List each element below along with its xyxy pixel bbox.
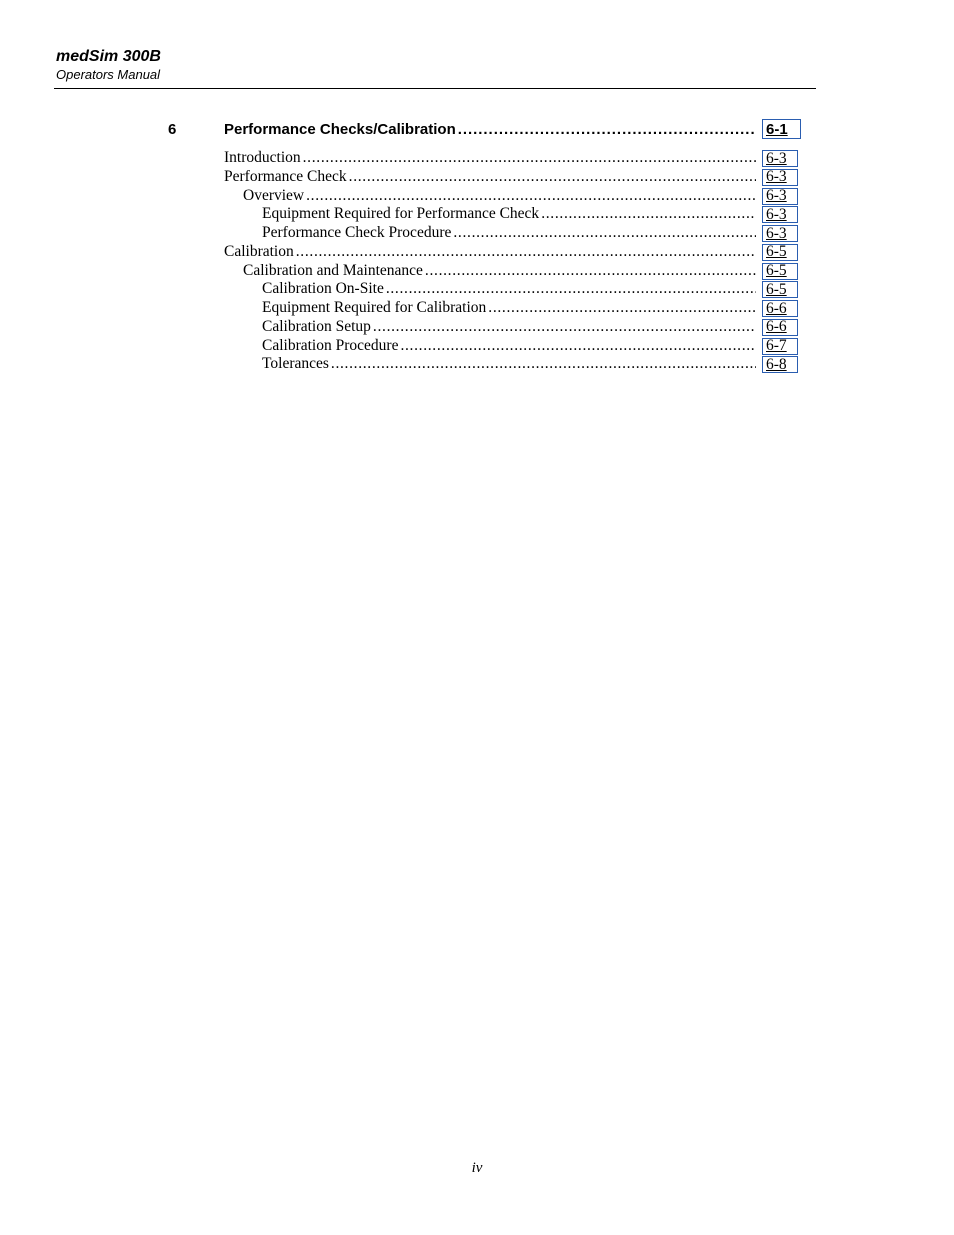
toc-entry bbox=[262, 224, 756, 243]
toc-entry-title: Calibration Setup bbox=[262, 317, 371, 335]
toc-entry bbox=[262, 299, 756, 318]
dot-leader bbox=[386, 280, 756, 299]
dot-leader bbox=[296, 243, 756, 262]
header-title: medSim 300B bbox=[56, 48, 161, 65]
toc-entry-title: Calibration Procedure bbox=[262, 336, 399, 354]
toc-page-link[interactable]: 6-5 bbox=[762, 244, 798, 261]
toc-entry-title: Equipment Required for Calibration bbox=[262, 299, 487, 316]
toc-entry bbox=[224, 149, 756, 168]
toc-page-link[interactable]: 6-6 bbox=[762, 319, 798, 336]
toc-page-link[interactable]: 6-3 bbox=[762, 225, 798, 242]
header-subtitle: Operators Manual bbox=[56, 67, 161, 82]
toc-chapter-row bbox=[224, 120, 756, 140]
chapter-page-link[interactable]: 6-1 bbox=[762, 119, 801, 139]
toc-page-link[interactable]: 6-3 bbox=[762, 169, 798, 186]
toc-entry bbox=[262, 318, 756, 337]
toc-entry bbox=[224, 243, 756, 262]
dot-leader bbox=[425, 262, 756, 281]
toc-entry bbox=[243, 262, 756, 281]
toc-page-link[interactable]: 6-7 bbox=[762, 338, 798, 355]
chapter-number: 6 bbox=[168, 121, 177, 138]
toc-page-link[interactable]: 6-5 bbox=[762, 281, 798, 298]
dot-leader bbox=[458, 120, 756, 140]
toc-page-link[interactable]: 6-3 bbox=[762, 206, 798, 223]
toc-entry-title: Tolerances bbox=[262, 355, 329, 373]
toc-entry bbox=[262, 205, 756, 224]
dot-leader bbox=[349, 168, 756, 187]
dot-leader bbox=[303, 149, 756, 168]
dot-leader bbox=[488, 299, 756, 318]
chapter-title: Performance Checks/Calibration bbox=[224, 121, 456, 138]
toc-entry-title: Calibration bbox=[224, 242, 294, 260]
toc-entry-title: Introduction bbox=[224, 149, 301, 166]
dot-leader bbox=[541, 205, 756, 224]
toc-entry-title: Calibration On-Site bbox=[262, 280, 384, 298]
toc-entry bbox=[262, 337, 756, 356]
toc-page-link[interactable]: 6-3 bbox=[762, 150, 798, 167]
toc-entry bbox=[262, 355, 756, 374]
dot-leader bbox=[453, 224, 756, 243]
toc-page-link[interactable]: 6-6 bbox=[762, 300, 798, 317]
dot-leader bbox=[331, 355, 756, 374]
toc-entry-title: Performance Check Procedure bbox=[262, 224, 452, 241]
toc-entry bbox=[224, 168, 756, 187]
dot-leader bbox=[373, 318, 756, 337]
toc-entry-title: Equipment Required for Performance Check bbox=[262, 205, 540, 223]
toc-entry-title: Performance Check bbox=[224, 167, 347, 185]
footer-page-number: iv bbox=[471, 1160, 483, 1176]
toc-page-link[interactable]: 6-5 bbox=[762, 263, 798, 280]
header-rule bbox=[54, 88, 816, 89]
dot-leader bbox=[400, 337, 756, 356]
toc-entry bbox=[262, 280, 756, 299]
dot-leader bbox=[306, 187, 756, 206]
toc-page-link[interactable]: 6-8 bbox=[762, 356, 798, 373]
toc-entry-title: Calibration and Maintenance bbox=[243, 261, 423, 279]
toc-entry bbox=[243, 187, 756, 206]
toc-page-link[interactable]: 6-3 bbox=[762, 188, 798, 205]
toc-entry-title: Overview bbox=[243, 186, 305, 204]
